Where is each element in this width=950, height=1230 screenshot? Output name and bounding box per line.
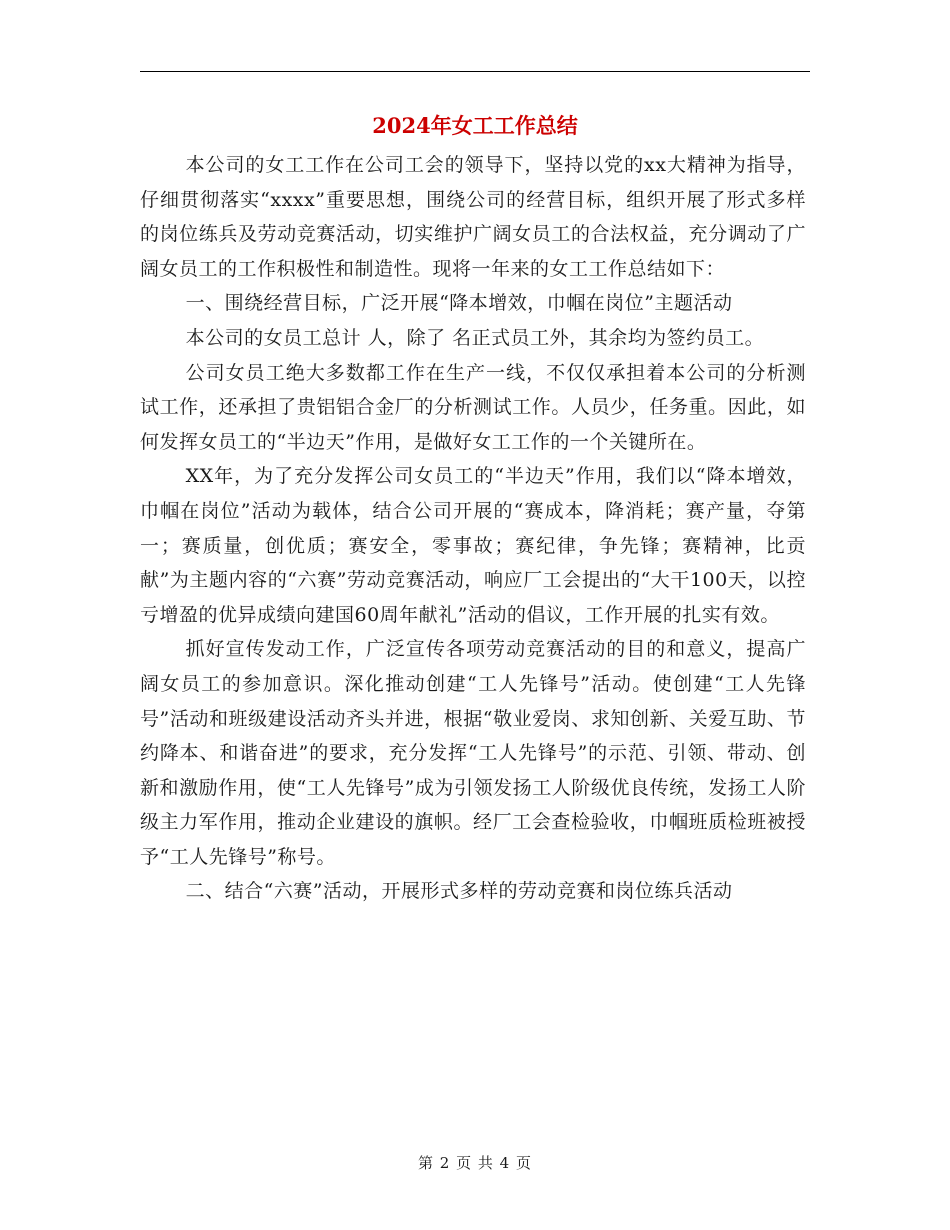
header-rule: [140, 71, 810, 72]
paragraph-intro: 本公司的女工工作在公司工会的领导下，坚持以党的xx大精神为指导，仔细贯彻落实“xxxx”重要思想，围绕公司的经营目标，组织开展了形式多样的岗位练兵及劳动竞赛活动，切实维护广阔女员工的合法权益，充分调动了广阔女员工的工作积极性和制造性。现将一年来的女工工作总结如下：: [140, 154, 806, 280]
document-body: [140, 148, 806, 909]
paragraph-publicity: 抓好宣传发动工作，广泛宣传各项劳动竞赛活动的目的和意义，提高广阔女员工的参加意识。深化推动创建“工人先锋号”活动。使创建“工人先锋号”活动和班级建设活动齐头并进，根据“敬业爱岗、求知创新、关爱互助、节约降本、和谐奋进”的要求，充分发挥“工人先锋号”的示范、引领、带动、创新和激励作用，使“工人先锋号”成为引领发扬工人阶级优良传统，发扬工人阶级主力军作用，推动企业建设的旗帜。经厂工会查检验收，巾帼班质检班被授予“工人先锋号”称号。: [140, 638, 806, 868]
section-heading-1: 一、围绕经营目标，广泛开展“降本增效，巾帼在岗位”主题活动: [185, 292, 733, 315]
paragraph-campaign: XX年，为了充分发挥公司女员工的“半边天”作用，我们以“降本增效，巾帼在岗位”活动为载体，结合公司开展的“赛成本，降消耗；赛产量，夺第一；赛质量，创优质；赛安全，零事故；赛纪律，争先锋；赛精神，比贡献”为主题内容的“六赛”劳动竞赛活动，响应厂工会提出的“大干100天，以控亏增盈的优异成绩向建国60周年献礼”活动的倡议，工作开展的扎实有效。: [140, 465, 806, 626]
paragraph-staff-count: 本公司的女员工总计 人，除了 名正式员工外，其余均为签约员工。: [185, 326, 765, 349]
page-number: 第 2 页 共 4 页: [418, 1154, 532, 1172]
paragraph-frontline: 公司女员工绝大多数都工作在生产一线，不仅仅承担着本公司的分析测试工作，还承担了贵铝铝合金厂的分析测试工作。人员少，任务重。因此，如何发挥女员工的“半边天”作用，是做好女工工作的一个关键所在。: [140, 361, 806, 453]
section-heading-2: 二、结合“六赛”活动，开展形式多样的劳动竞赛和岗位练兵活动: [185, 880, 733, 903]
document-title: 2024年女工工作总结: [372, 113, 578, 138]
